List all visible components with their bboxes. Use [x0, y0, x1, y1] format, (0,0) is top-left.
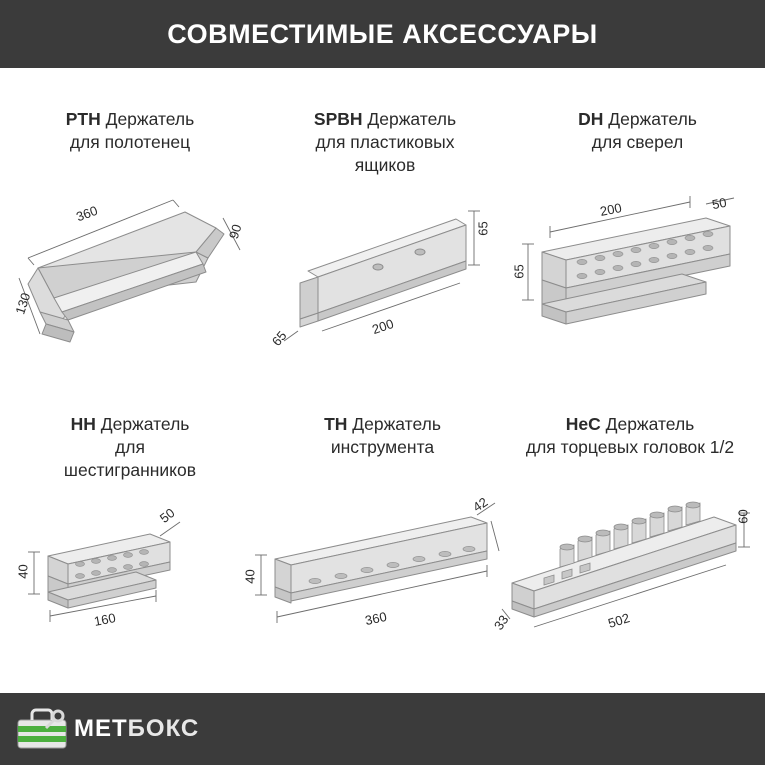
product-card-th[interactable] [242, 413, 510, 644]
dimension-hec-depth: 33 [490, 612, 512, 633]
dimension-pth-length: 360 [74, 202, 100, 225]
product-name-dh-line1: Держатель [608, 109, 697, 129]
product-caption-pth [10, 108, 250, 154]
dimension-dh-depth: 50 [710, 194, 728, 213]
product-name-spbh-line3: ящиков [354, 155, 416, 175]
hh-drawing [10, 500, 250, 640]
pth-drawing [10, 172, 250, 362]
dh-drawing [520, 196, 755, 371]
product-caption-hh [10, 413, 250, 482]
dimension-dh-length: 200 [598, 200, 623, 219]
product-name-hh-line1: Держатель [100, 414, 190, 434]
product-caption-dh [520, 108, 755, 154]
dimension-hh-length: 160 [92, 610, 117, 629]
spbh-drawing [260, 191, 510, 361]
product-name-pth-line1: Держатель [105, 109, 195, 129]
product-name-hec-line1: Держатель [605, 414, 695, 434]
product-code-hh: HH [70, 414, 96, 434]
dimension-hh-depth: 50 [156, 505, 178, 526]
product-illustration-pth [10, 172, 250, 362]
product-name-dh-line2: для сверел [591, 132, 684, 152]
product-name-hec-line2: для торцевых головок 1/2 [525, 437, 735, 457]
product-code-dh: DH [578, 109, 604, 129]
toolbox-icon [14, 706, 70, 752]
product-card-spbh[interactable] [260, 108, 510, 361]
dimension-th-length: 360 [363, 608, 389, 629]
product-illustration-th [242, 494, 510, 644]
dimension-hec-length: 502 [606, 610, 632, 631]
product-name-spbh-line1: Держатель [367, 109, 457, 129]
product-name-hh-line3: шестигранников [63, 460, 197, 480]
product-illustration-spbh [260, 191, 510, 361]
product-name-pth-line2: для полотенец [69, 132, 191, 152]
dimension-th-depth: 42 [470, 494, 491, 515]
product-code-spbh: SPBH [313, 109, 363, 129]
product-illustration-hec [490, 487, 760, 637]
logo-wordmark [74, 715, 199, 743]
product-caption-spbh [260, 108, 510, 177]
products-grid [0, 68, 765, 693]
dimension-pth-depth: 130 [12, 290, 34, 317]
logo-text-part2: БОКС [127, 715, 200, 742]
product-caption-th [255, 413, 510, 459]
product-name-hh-line2: для [115, 437, 145, 457]
product-name-spbh-line2: для пластиковых [315, 132, 455, 152]
product-illustration-hh [10, 500, 250, 640]
product-illustration-dh [511, 194, 755, 371]
dimension-hec-height: 60 [735, 509, 751, 524]
dimension-hh-height: 40 [15, 564, 31, 579]
product-name-th-line1: Держатель [352, 414, 441, 434]
product-card-pth[interactable] [10, 108, 250, 362]
logo-text-part1: МЕТ [74, 715, 128, 742]
dimension-dh-height: 65 [511, 264, 527, 279]
product-card-dh[interactable] [511, 108, 755, 371]
dimension-spbh-length: 200 [370, 315, 396, 338]
product-code-hec: HeC [565, 414, 601, 434]
product-name-th-line2: инструмента [330, 437, 435, 457]
product-code-pth: PTH [65, 109, 101, 129]
product-card-hh[interactable] [10, 413, 250, 640]
dimension-pth-height: 90 [225, 222, 245, 241]
product-code-th: TH [324, 414, 348, 434]
page-header [0, 0, 765, 68]
brand-logo[interactable] [8, 700, 200, 758]
hec-drawing [500, 487, 760, 637]
product-card-hec[interactable] [490, 413, 760, 637]
dimension-spbh-depth: 65 [268, 328, 290, 349]
dimension-th-height: 40 [242, 569, 258, 584]
dimension-spbh-height: 65 [475, 221, 491, 236]
page-title: СОВМЕСТИМЫЕ АКСЕССУАРЫ [167, 18, 598, 49]
product-caption-hec [500, 413, 760, 459]
